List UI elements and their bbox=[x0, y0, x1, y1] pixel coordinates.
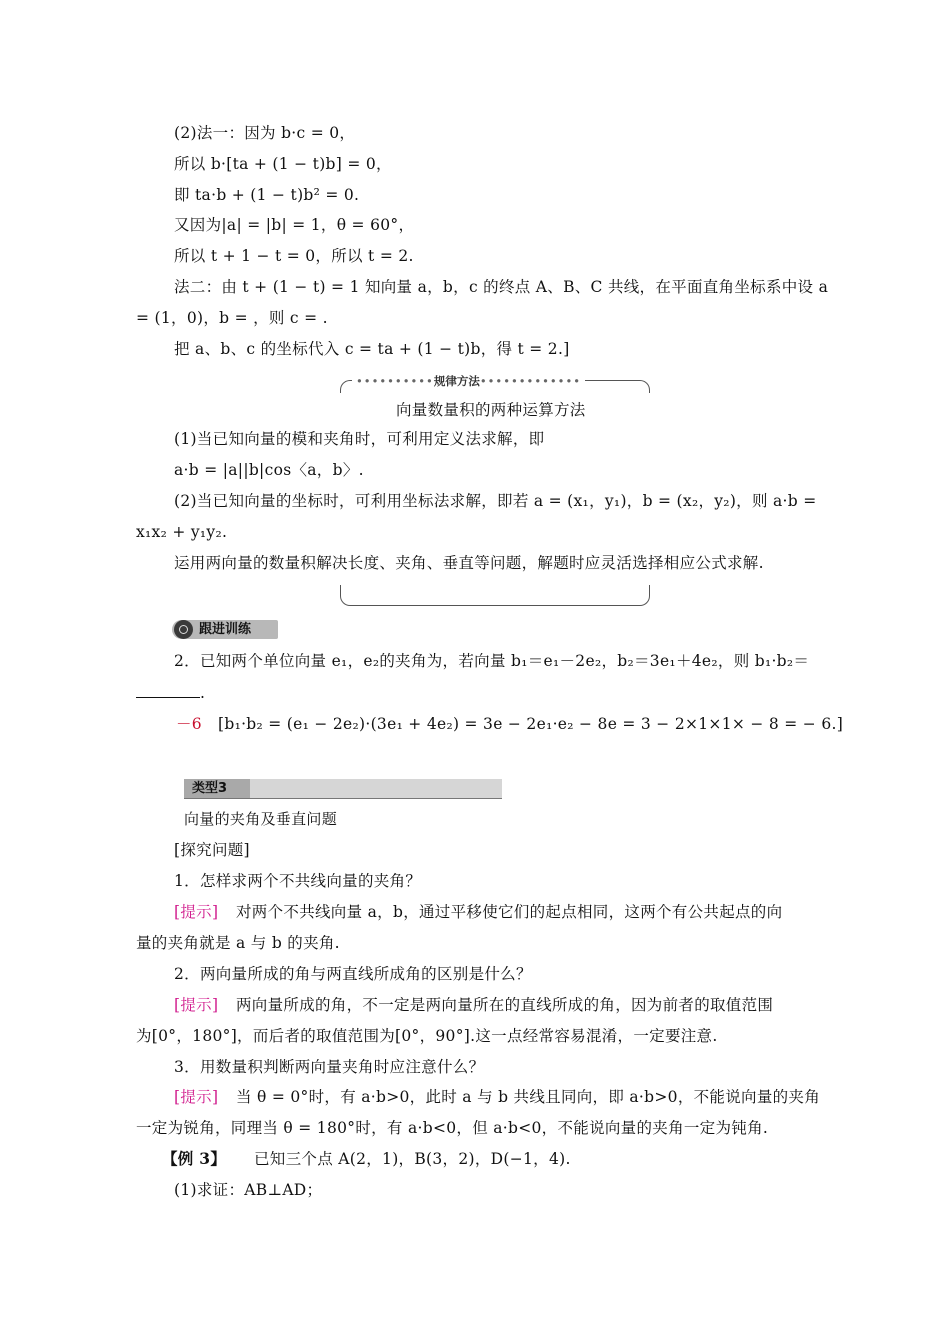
text-line: 量的夹角就是 a 与 b 的夹角. bbox=[136, 934, 340, 952]
hint-tag: [提示] bbox=[174, 996, 219, 1014]
text-line: 一定为锐角，同理当 θ = 180°时，有 a·b<0，但 a·b<0，不能说向量的夹角一定为钝角. bbox=[136, 1119, 769, 1137]
text-line: (1)当已知向量的模和夹角时，可利用定义法求解，即 bbox=[174, 430, 545, 448]
text-line: [探究问题] bbox=[174, 841, 250, 859]
text-line: 2．两向量所成的角与两直线所成角的区别是什么？ bbox=[174, 965, 532, 983]
example-tag: 【例 3】 bbox=[162, 1149, 227, 1168]
text-line: 为[0°，180°]，而后者的取值范围为[0°，90°].这一点经常容易混淆，一定要注意. bbox=[136, 1027, 718, 1045]
follow-label: 跟进训练 bbox=[199, 622, 252, 637]
text-line: 所以 t + 1 − t = 0，所以 t = 2. bbox=[174, 247, 414, 265]
hint-tag: [提示] bbox=[174, 1088, 219, 1106]
answer-explanation: [b₁·b₂ = (e₁ − 2e₂)·(3e₁ + 4e₂) = 3e − 2e₁·e₂ − 8e = 3 − 2×1×1× − 8 = − 6.] bbox=[218, 715, 844, 733]
text-line: 法二：由 t + (1 − t) = 1 知向量 a，b，c 的终点 A、B、C 共线，在平面直角坐标系中设 a bbox=[174, 278, 829, 296]
target-icon bbox=[174, 620, 193, 639]
answer-blank-line: . bbox=[136, 682, 205, 704]
method-box-label: ••••••••••规律方法••••••••••••• bbox=[352, 373, 585, 389]
text-line: (2)当已知向量的坐标时，可利用坐标法求解，即若 a = (x₁，y₁)，b = (x₂，y₂)，则 a·b = bbox=[174, 492, 817, 510]
text-line: 把 a、b、c 的坐标代入 c = ta + (1 − t)b，得 t = 2.] bbox=[174, 340, 570, 358]
text-line: (1)求证：AB⊥AD； bbox=[174, 1181, 323, 1199]
type-label: 类型3 bbox=[192, 781, 228, 796]
text-line: a·b = |a||b|cos〈a，b〉. bbox=[174, 461, 364, 479]
text-line: 1．怎样求两个不共线向量的夹角？ bbox=[174, 872, 422, 890]
exercise-question: 2．已知两个单位向量 e₁，e₂的夹角为，若向量 b₁＝e₁－2e₂，b₂＝3e₁＋4e₂，则 b₁·b₂＝ bbox=[174, 652, 810, 670]
text-line: 运用两向量的数量积解决长度、夹角、垂直等问题，解题时应灵活选择相应公式求解. bbox=[174, 554, 764, 572]
text-line: 又因为|a| = |b| = 1，θ = 60°， bbox=[174, 216, 415, 234]
text-line: = (1，0)，b = ，则 c = . bbox=[136, 309, 328, 327]
text-line: 对两个不共线向量 a，b，通过平移使它们的起点相同，这两个有公共起点的向 bbox=[236, 903, 783, 921]
method-box-bottom bbox=[340, 585, 650, 606]
text-line: (2)法一：因为 b·c = 0， bbox=[174, 124, 356, 142]
text-line: 即 ta·b + (1 − t)b² = 0. bbox=[174, 186, 360, 204]
text-line: 已知三个点 A(2，1)，B(3，2)，D(−1，4). bbox=[254, 1150, 571, 1168]
text-line: 3．用数量积判断两向量夹角时应注意什么？ bbox=[174, 1058, 485, 1076]
text-line: x₁x₂ + y₁y₂. bbox=[136, 523, 228, 541]
hint-tag: [提示] bbox=[174, 903, 219, 921]
text-line: 当 θ = 0°时，有 a·b>0，此时 a 与 b 共线且同向，即 a·b>0，不能说向量的夹角 bbox=[236, 1088, 821, 1106]
section-heading: 向量的夹角及垂直问题 bbox=[184, 810, 338, 828]
text-line: 所以 b·[ta + (1 − t)b] = 0， bbox=[174, 155, 392, 173]
answer-value: －6 bbox=[176, 715, 202, 733]
method-title: 向量数量积的两种运算方法 bbox=[396, 401, 586, 419]
text-line: 两向量所成的角，不一定是两向量所在的直线所成的角，因为前者的取值范围 bbox=[236, 996, 774, 1014]
answer-blank bbox=[136, 683, 200, 698]
